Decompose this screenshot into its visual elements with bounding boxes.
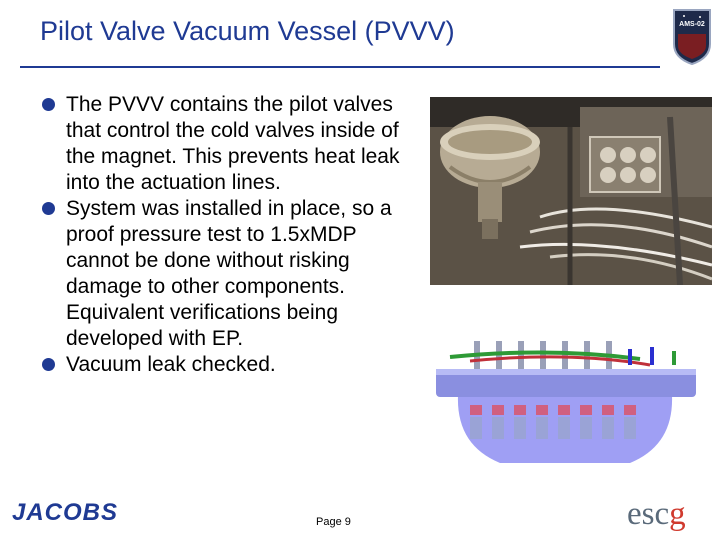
pvvv-cad-render	[430, 335, 712, 475]
bullet-item: System was installed in place, so a proof pressure test to 1.5xMDP cannot be done without risking damage to other components. Equivalent verifications being developed with EP.	[40, 196, 420, 352]
title-divider	[20, 66, 660, 68]
escg-logo-g: g	[669, 496, 686, 532]
bullet-item: The PVVV contains the pilot valves that control the cold valves inside of the magnet. This prevents heat leak into the actuation lines.	[40, 92, 420, 196]
ams-mission-patch	[668, 4, 716, 66]
escg-logo-prefix: esc	[627, 496, 670, 532]
patch-label: AMS-02	[679, 21, 705, 28]
escg-logo	[627, 496, 686, 533]
jacobs-logo: JACOBS	[12, 499, 119, 526]
bullet-item: Vacuum leak checked.	[40, 352, 420, 378]
pvvv-installed-photo	[430, 97, 712, 285]
slide-title: Pilot Valve Vacuum Vessel (PVVV)	[40, 16, 455, 46]
bullet-list	[40, 92, 420, 378]
page-number: Page 9	[316, 516, 351, 528]
